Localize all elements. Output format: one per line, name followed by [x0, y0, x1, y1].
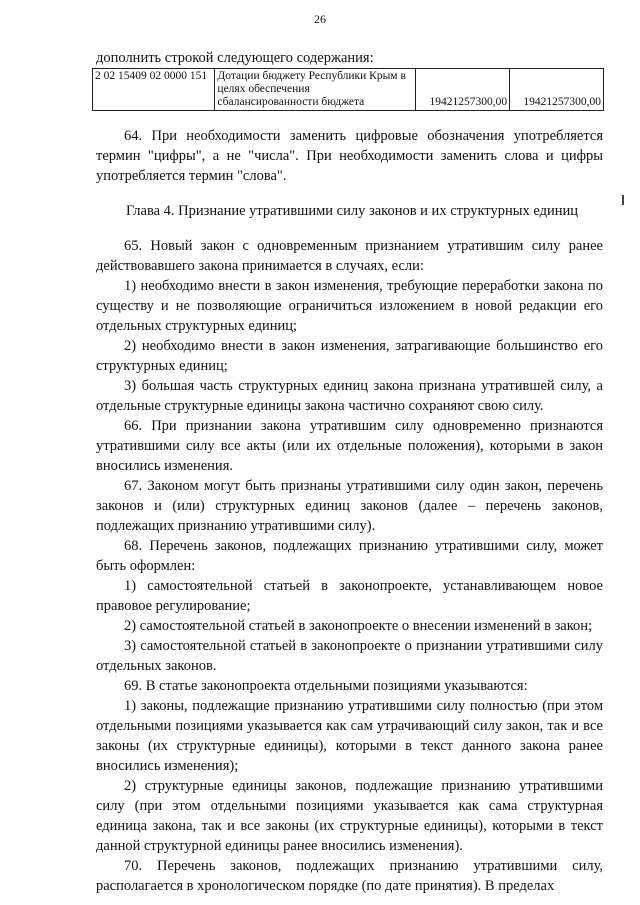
- paragraph-66: 66. При признании закона утратившим силу одновременно признаются утратившими силу все акты (или их отдельные положения), которыми в закон вносились изменения.: [96, 418, 603, 474]
- paragraph-65-item: 1) необходимо внести в закон изменения, требующие переработки закона по существу и не позволяющие ограничиться изложением в новой редакции его отдельных структурных единиц;: [96, 278, 603, 334]
- paragraph-68-item: 1) самостоятельной статьей в законопроекте, устанавливающем новое правовое регулирование;: [96, 578, 603, 614]
- chapter-title: Глава 4. Признание утратившими силу законов и их структурных единиц: [126, 203, 578, 219]
- paragraph-70: 70. Перечень законов, подлежащих признанию утратившими силу, располагается в хронологическом порядке (по дате принятия). В пределах: [96, 858, 603, 894]
- paragraph-68-item: 2) самостоятельной статьей в законопроекте о внесении изменений в закон;: [124, 618, 593, 634]
- paragraph-67: 67. Законом могут быть признаны утратившими силу один закон, перечень законов и (или) структурных единиц законов (далее – перечень законов, подлежащих признанию утратившими силу).: [96, 478, 603, 534]
- budget-code-cell: 2 02 15409 02 0000 151: [93, 69, 215, 111]
- paragraph-64-block: [96, 126, 603, 186]
- budget-table: [92, 68, 604, 111]
- page-number: 26: [314, 12, 326, 26]
- budget-name-cell: Дотации бюджету Республики Крым в целях обеспечения сбалансированности бюджета: [215, 69, 416, 111]
- paragraph-65-item: 2) необходимо внести в закон изменения, затрагивающие большинство его структурных единиц;: [96, 338, 603, 374]
- paragraph-68-lead: 68. Перечень законов, подлежащих признанию утратившими силу, может быть оформлен:: [96, 538, 603, 574]
- paragraph-69-item: 2) структурные единицы законов, подлежащие признанию утратившими силу (при этом отдельными позициями указывается как сама структурная единица закона, так и все законы (их структурные единицы), которыми в текст данной структурной единицы ранее вносились изменения).: [96, 778, 603, 854]
- table-row: [93, 69, 604, 111]
- paragraph-68-item: 3) самостоятельной статьей в законопроекте о признании утратившими силу отдельных законов.: [96, 638, 603, 674]
- paragraph-65-lead: 65. Новый закон с одновременным признанием утратившим силу ранее действовавшего закона принимается в случаях, если:: [96, 238, 603, 274]
- intro-line: дополнить строкой следующего содержания:: [96, 50, 374, 66]
- budget-sum-cell-2: 19421257300,00: [510, 69, 604, 111]
- budget-sum-cell-1: 19421257300,00: [416, 69, 510, 111]
- main-text-block: [96, 236, 603, 896]
- paragraph-64: 64. При необходимости заменить цифровые обозначения употребляется термин "цифры", а не "числа". При необходимости заменить слова и цифры употребляется термин "слова".: [96, 128, 603, 184]
- paragraph-65-item: 3) большая часть структурных единиц закона признана утратившей силу, а отдельные структурные единицы закона частично сохраняют свою силу.: [96, 378, 603, 414]
- paragraph-69-lead: 69. В статье законопроекта отдельными позициями указываются:: [124, 678, 528, 694]
- paragraph-69-item: 1) законы, подлежащие признанию утратившими силу полностью (при этом отдельными позициями указывается как сам утрачивающий силу закон, так и все законы (их структурные единицы), которыми в текст данного закона ранее вносились изменения);: [96, 698, 603, 774]
- scan-mark: [622, 195, 624, 205]
